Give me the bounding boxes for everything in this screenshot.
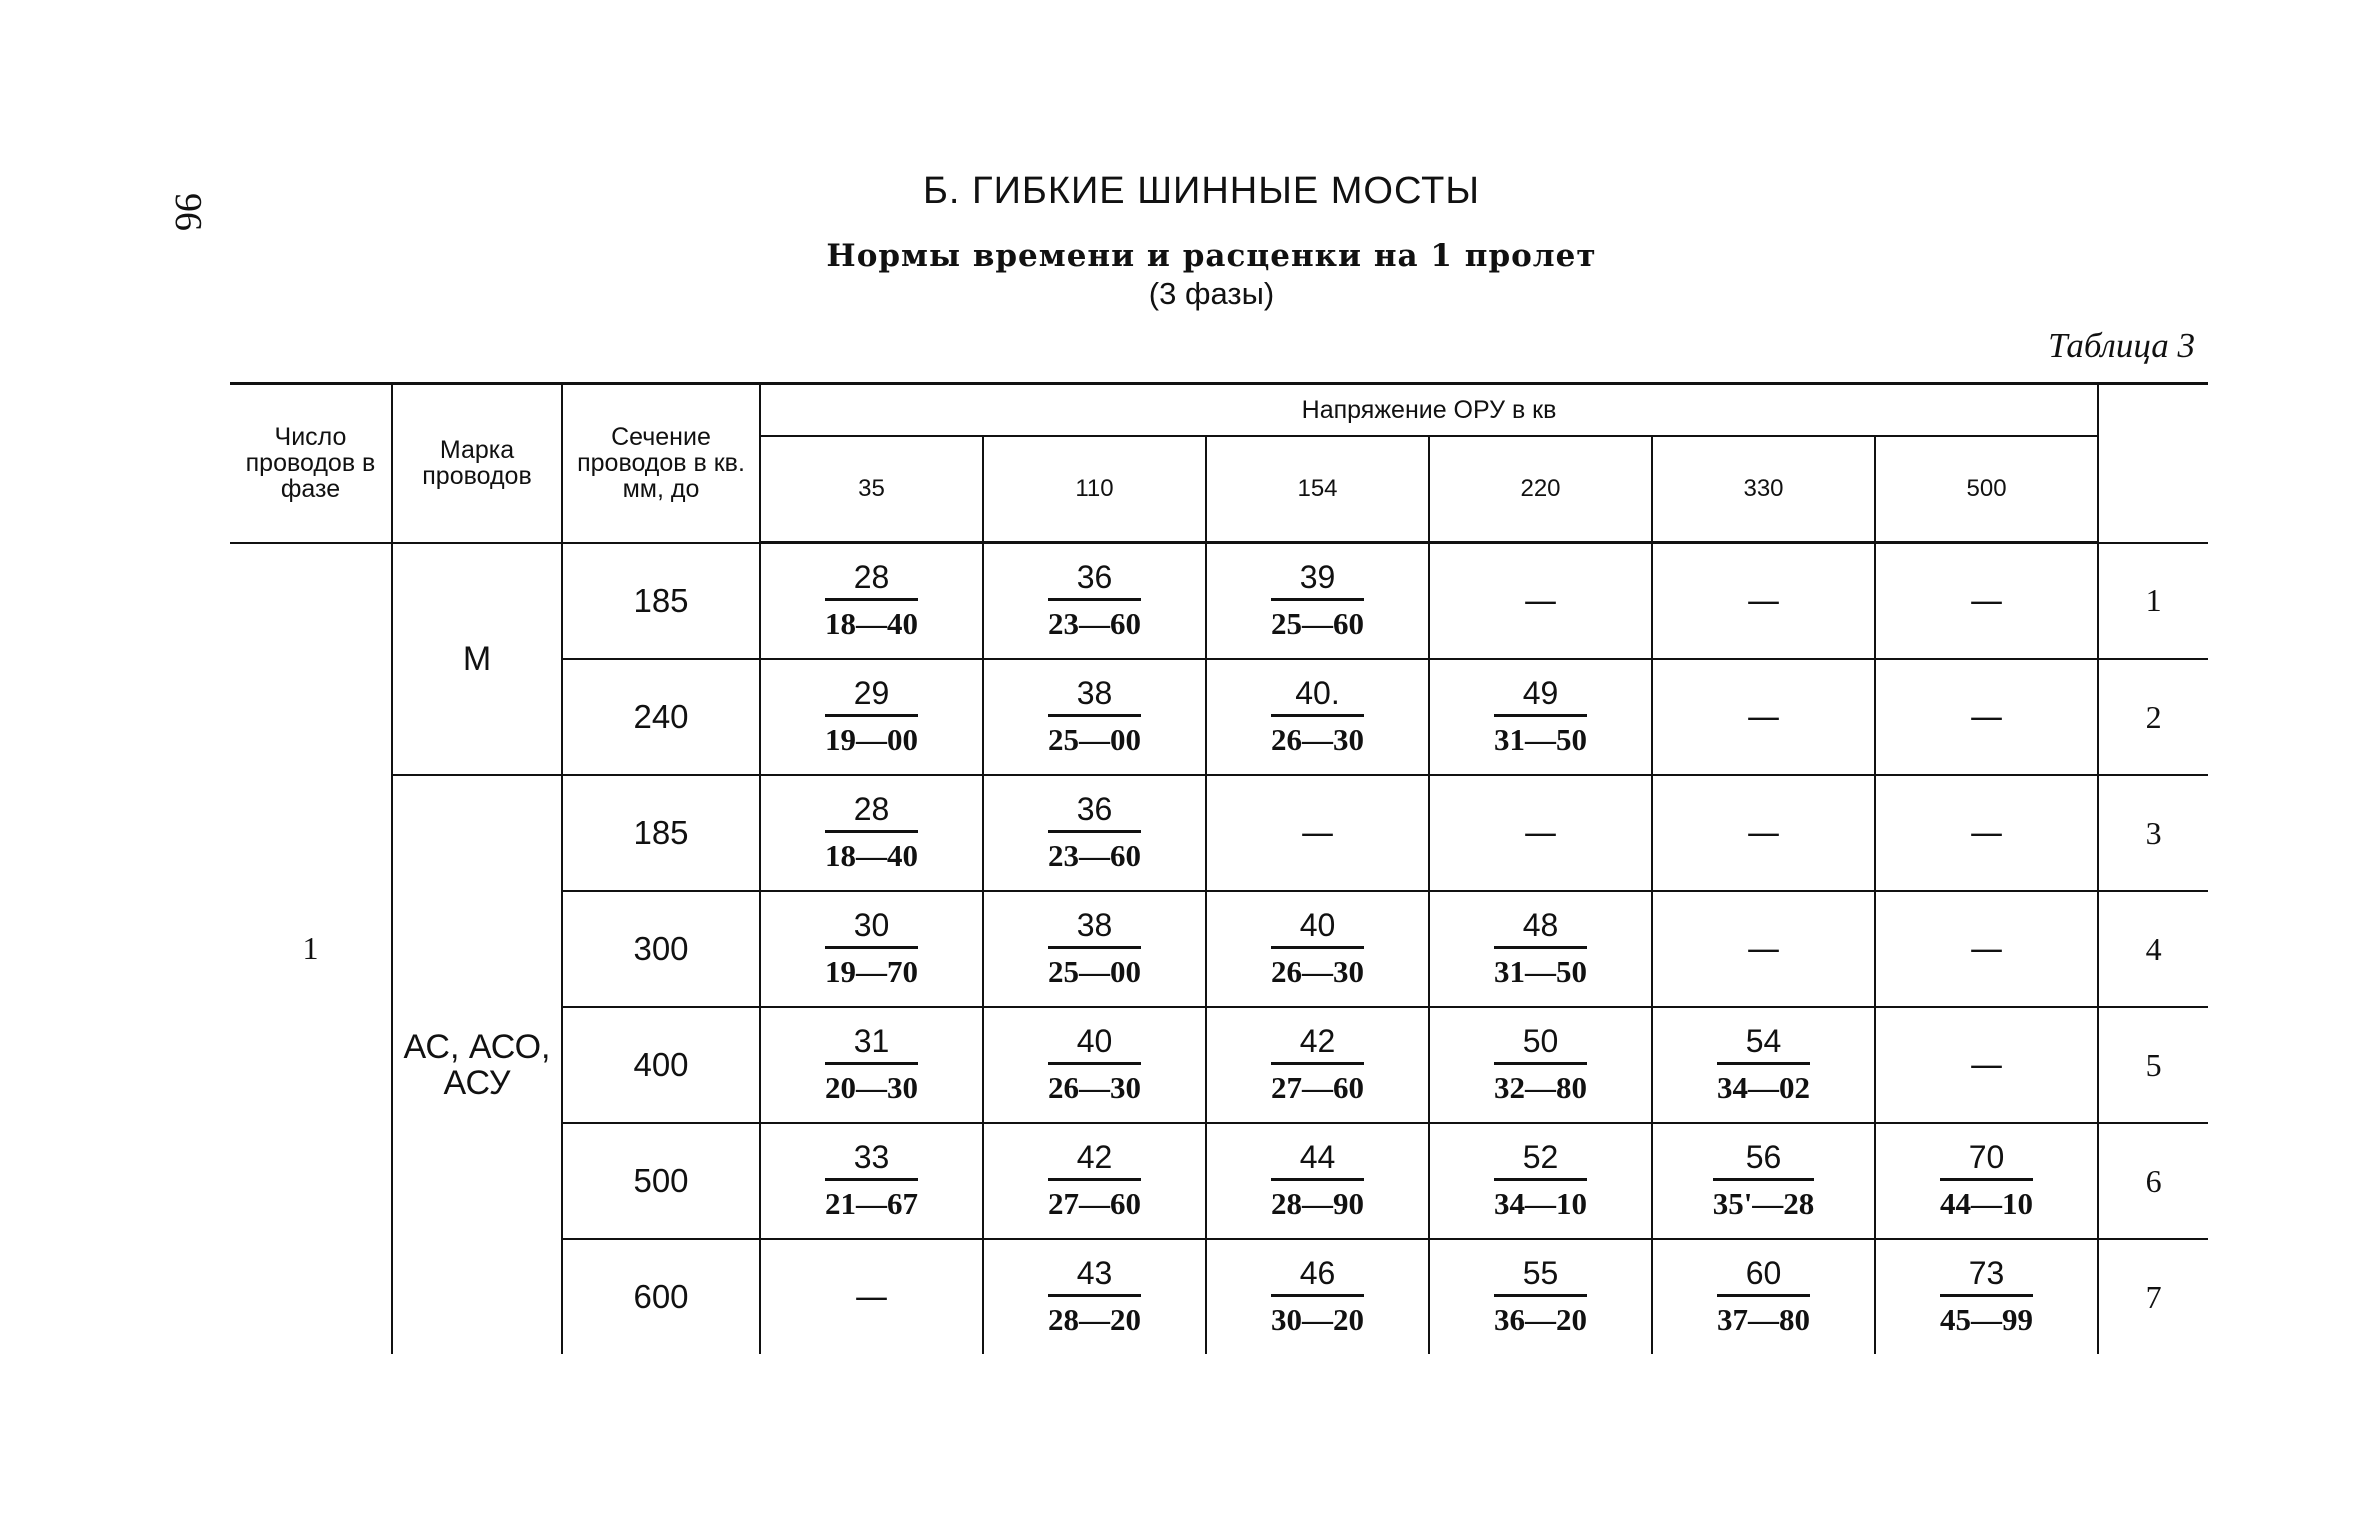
time-price-fraction [1271, 676, 1364, 759]
header-voltage-500: 500 [1875, 436, 2098, 543]
time-price-fraction [825, 908, 918, 991]
time-price-fraction [825, 676, 918, 759]
time-price-fraction [1271, 1256, 1364, 1339]
time-norm: 28 [825, 792, 918, 833]
header-row-number [2098, 384, 2208, 543]
rate-cell [1875, 1239, 2098, 1354]
time-price-fraction [825, 1140, 918, 1223]
price-rate: 35'—28 [1712, 1185, 1815, 1221]
rate-cell [1652, 891, 1875, 1007]
price-rate: 26—30 [1271, 721, 1364, 757]
time-norm: 38 [1048, 676, 1141, 717]
rate-cell [760, 659, 983, 775]
header-wire-count: Число проводов в фазе [230, 384, 392, 543]
rate-cell [1429, 1123, 1652, 1239]
time-norm: 39 [1271, 560, 1364, 601]
header-voltage-154: 154 [1206, 436, 1429, 543]
rate-cell [1652, 775, 1875, 891]
time-norm: 42 [1271, 1024, 1364, 1065]
time-norm: 60 [1717, 1256, 1810, 1297]
time-norm: 52 [1494, 1140, 1587, 1181]
time-price-fraction [1048, 792, 1141, 875]
table-row [230, 775, 2208, 891]
rate-cell [1875, 775, 2098, 891]
rate-cell [760, 543, 983, 660]
table-subtitle: Нормы времени и расценки на 1 пролет [826, 238, 1597, 274]
time-norm: 70 [1940, 1140, 2033, 1181]
time-norm: 31 [825, 1024, 918, 1065]
rate-cell [983, 659, 1206, 775]
rate-cell [1429, 543, 1652, 660]
rate-cell [760, 1123, 983, 1239]
time-norm: 40. [1271, 676, 1364, 717]
header-voltage-35: 35 [760, 436, 983, 543]
price-rate: 28—20 [1048, 1301, 1141, 1337]
rate-cell [1652, 543, 1875, 660]
time-price-fraction [1048, 560, 1141, 643]
rate-cell [983, 1007, 1206, 1123]
wire-brand-m: М [392, 543, 562, 776]
wire-section-value: 400 [562, 1007, 760, 1123]
rate-cell [1206, 659, 1429, 775]
time-norm: 40 [1048, 1024, 1141, 1065]
header-voltage-110: 110 [983, 436, 1206, 543]
rate-cell [1429, 1007, 1652, 1123]
price-rate: 44—10 [1940, 1185, 2034, 1221]
wire-section-value: 185 [562, 543, 760, 660]
rate-cell [1875, 891, 2098, 1007]
rate-cell [1875, 1123, 2098, 1239]
rate-cell [1429, 1239, 1652, 1354]
rate-cell [760, 775, 983, 891]
rate-cell [983, 775, 1206, 891]
time-price-fraction [1494, 1140, 1587, 1223]
rate-cell [760, 1007, 983, 1123]
wire-section-value: 300 [562, 891, 760, 1007]
time-price-fraction [1494, 908, 1587, 991]
time-price-fraction [1271, 908, 1364, 991]
time-norm: 36 [1048, 792, 1141, 833]
wire-section-value: 500 [562, 1123, 760, 1239]
row-number: 3 [2098, 775, 2208, 891]
time-norm: 44 [1271, 1140, 1364, 1181]
no-value-dash: — [1969, 929, 2004, 969]
price-rate: 18—40 [825, 837, 918, 873]
rate-cell [1652, 659, 1875, 775]
no-value-dash: — [1969, 581, 2004, 621]
rate-cell [983, 891, 1206, 1007]
time-price-fraction [1271, 560, 1364, 643]
rate-cell [1652, 1239, 1875, 1354]
time-norm: 43 [1048, 1256, 1141, 1297]
price-rate: 23—60 [1048, 605, 1141, 641]
time-price-fraction [1048, 1140, 1141, 1223]
time-price-fraction [1271, 1024, 1364, 1107]
rate-cell [760, 1239, 983, 1354]
price-rate: 27—60 [1271, 1069, 1364, 1105]
price-rate: 26—30 [1048, 1069, 1141, 1105]
time-price-fraction [1048, 1024, 1141, 1107]
wire-count-value: 1 [230, 543, 392, 1355]
time-norm: 38 [1048, 908, 1141, 949]
header-voltage-220: 220 [1429, 436, 1652, 543]
row-number: 7 [2098, 1239, 2208, 1354]
time-price-fraction [1048, 1256, 1141, 1339]
rate-cell [983, 1123, 1206, 1239]
no-value-dash: — [1523, 813, 1558, 853]
price-rate: 36—20 [1494, 1301, 1587, 1337]
wire-section-value: 600 [562, 1239, 760, 1354]
no-value-dash: — [1746, 581, 1781, 621]
rate-cell [1652, 1007, 1875, 1123]
time-norm: 29 [825, 676, 918, 717]
time-price-fraction [1048, 676, 1141, 759]
row-number: 6 [2098, 1123, 2208, 1239]
price-rate: 30—20 [1271, 1301, 1364, 1337]
no-value-dash: — [1969, 697, 2004, 737]
price-rate: 34—02 [1717, 1069, 1810, 1105]
row-number: 1 [2098, 543, 2208, 660]
price-rate: 21—67 [825, 1185, 918, 1221]
price-rate: 31—50 [1494, 953, 1587, 989]
no-value-dash: — [1300, 813, 1335, 853]
price-rate: 19—00 [825, 721, 918, 757]
time-price-fraction [825, 792, 918, 875]
table-subtitle-phases: (3 фазы) [1148, 276, 1275, 311]
no-value-dash: — [1746, 813, 1781, 853]
time-price-fraction [825, 1024, 918, 1107]
row-number: 5 [2098, 1007, 2208, 1123]
time-price-fraction [1940, 1256, 2033, 1339]
price-rate: 31—50 [1494, 721, 1587, 757]
price-rate: 27—60 [1048, 1185, 1141, 1221]
price-rate: 34—10 [1494, 1185, 1587, 1221]
row-number: 2 [2098, 659, 2208, 775]
time-price-fraction [825, 560, 918, 643]
rate-cell [1429, 659, 1652, 775]
no-value-dash: — [854, 1277, 889, 1317]
time-norm: 40 [1271, 908, 1364, 949]
table-label: Таблица 3 [2048, 326, 2195, 365]
time-norm: 42 [1048, 1140, 1141, 1181]
header-voltage: Напряжение ОРУ в кв [760, 384, 2098, 437]
header-voltage-330: 330 [1652, 436, 1875, 543]
price-rate: 32—80 [1494, 1069, 1587, 1105]
no-value-dash: — [1746, 697, 1781, 737]
rate-cell [1875, 659, 2098, 775]
time-price-fraction [1494, 1256, 1587, 1339]
time-norm: 50 [1494, 1024, 1587, 1065]
rate-cell [1206, 775, 1429, 891]
time-price-fraction [1717, 1024, 1810, 1107]
rate-cell [1206, 891, 1429, 1007]
rate-cell [1652, 1123, 1875, 1239]
rate-cell [1206, 1123, 1429, 1239]
time-norm: 48 [1494, 908, 1587, 949]
time-norm: 73 [1940, 1256, 2033, 1297]
time-norm: 46 [1271, 1256, 1364, 1297]
time-price-fraction [1494, 676, 1587, 759]
price-rate: 37—80 [1717, 1301, 1810, 1337]
section-title: Б. ГИБКИЕ ШИННЫЕ МОСТЫ [922, 170, 1481, 212]
time-price-fraction [1048, 908, 1141, 991]
wire-section-value: 240 [562, 659, 760, 775]
time-price-fraction [1713, 1140, 1815, 1223]
table-row [230, 543, 2208, 660]
rate-cell [983, 543, 1206, 660]
wire-section-value: 185 [562, 775, 760, 891]
header-wire-section: Сечение проводов в кв. мм, до [562, 384, 760, 543]
time-norm: 36 [1048, 560, 1141, 601]
time-norm: 30 [825, 908, 918, 949]
page-number: 96 [167, 193, 209, 231]
time-price-fraction [1717, 1256, 1810, 1339]
rate-cell [1875, 1007, 2098, 1123]
price-rate: 28—90 [1271, 1185, 1364, 1221]
no-value-dash: — [1969, 813, 2004, 853]
price-rate: 23—60 [1048, 837, 1141, 873]
no-value-dash: — [1746, 929, 1781, 969]
rate-cell [760, 891, 983, 1007]
rate-cell [1206, 1239, 1429, 1354]
time-norm: 54 [1717, 1024, 1810, 1065]
time-price-fraction [1940, 1140, 2033, 1223]
rate-cell [1429, 775, 1652, 891]
time-norm: 49 [1494, 676, 1587, 717]
rate-cell [1875, 543, 2098, 660]
price-rate: 18—40 [825, 605, 918, 641]
no-value-dash: — [1523, 581, 1558, 621]
price-rate: 45—99 [1940, 1301, 2034, 1337]
norms-table [230, 382, 2208, 1354]
wire-brand-ac: АС, АСО, АСУ [392, 775, 562, 1354]
time-norm: 55 [1494, 1256, 1587, 1297]
no-value-dash: — [1969, 1045, 2004, 1085]
time-price-fraction [1271, 1140, 1364, 1223]
time-norm: 28 [825, 560, 918, 601]
price-rate: 25—00 [1048, 721, 1141, 757]
price-rate: 26—30 [1271, 953, 1364, 989]
price-rate: 25—00 [1048, 953, 1141, 989]
rate-cell [983, 1239, 1206, 1354]
price-rate: 25—60 [1271, 605, 1364, 641]
header-wire-brand: Марка проводов [392, 384, 562, 543]
rate-cell [1429, 891, 1652, 1007]
rate-cell [1206, 543, 1429, 660]
rate-cell [1206, 1007, 1429, 1123]
time-price-fraction [1494, 1024, 1587, 1107]
price-rate: 20—30 [825, 1069, 918, 1105]
time-norm: 56 [1713, 1140, 1815, 1181]
price-rate: 19—70 [825, 953, 918, 989]
row-number: 4 [2098, 891, 2208, 1007]
time-norm: 33 [825, 1140, 918, 1181]
